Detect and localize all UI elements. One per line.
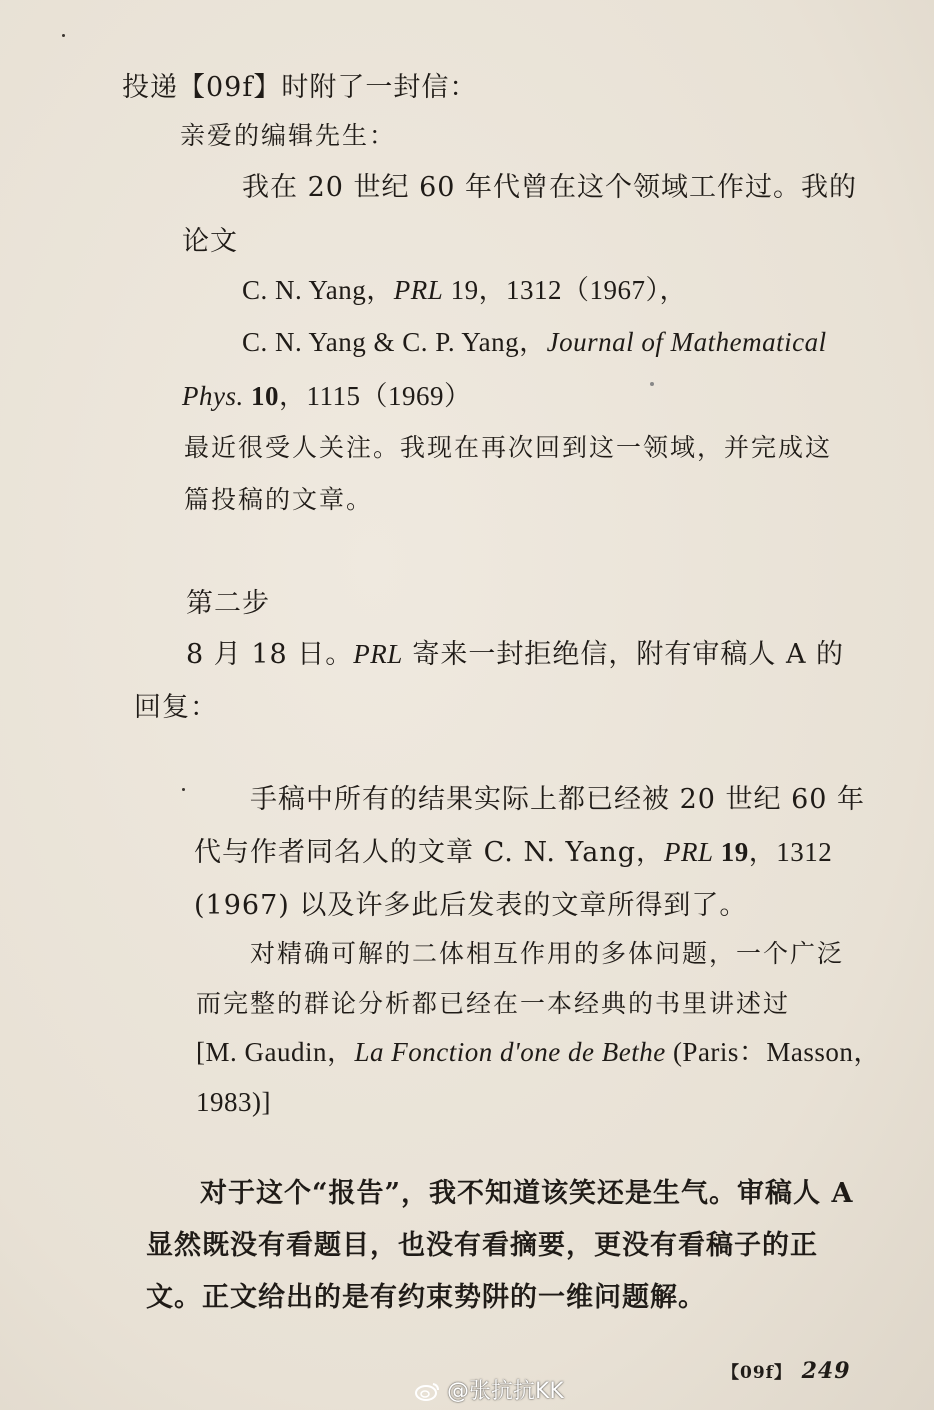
letter-line: 最近很受人关注。我现在再次回到这一领域，并完成这 xyxy=(184,433,833,462)
book-title: La Fonction d'one de Bethe xyxy=(354,1037,666,1067)
review-quote-line: 手稿中所有的结果实际上都已经被 20 世纪 60 年 xyxy=(250,784,866,815)
reference-1 xyxy=(242,272,687,308)
reference-author: C. N. Yang & C. P. Yang， xyxy=(242,327,547,357)
section-heading: 第二步 xyxy=(186,588,270,619)
reference-author: C. N. Yang， xyxy=(242,275,394,305)
reference-2-continued xyxy=(182,378,471,414)
reference-volume: 10 xyxy=(243,381,279,411)
letter-line: 篇投稿的文章。 xyxy=(184,485,374,514)
review-quote-line: (1967) 以及许多此后发表的文章所得到了。 xyxy=(194,890,748,921)
weibo-icon xyxy=(415,1381,441,1401)
body-line: 回复： xyxy=(134,692,218,723)
date-text: 8 月 18 日。 xyxy=(186,639,354,670)
quote-text: 代与作者同名人的文章 C. N. Yang， xyxy=(194,837,665,868)
body-text: 寄来一封拒绝信，附有审稿人 A 的 xyxy=(402,639,845,670)
reference-details: 19，1312（1967）， xyxy=(443,275,688,305)
quote-author: [M. Gaudin， xyxy=(196,1037,355,1067)
letter-salutation: 亲爱的编辑先生： xyxy=(180,121,397,150)
footer-code: 【09f】 xyxy=(722,1363,792,1383)
journal-name: PRL xyxy=(664,837,714,867)
watermark xyxy=(415,1374,564,1405)
reference-journal: Phys. xyxy=(182,381,244,411)
review-quote-line: 而完整的群论分析都已经在一本经典的书里讲述过 xyxy=(196,989,791,1018)
page-number: 249 xyxy=(801,1358,851,1384)
review-quote-line xyxy=(196,1034,881,1070)
reference-journal: PRL xyxy=(393,275,444,305)
review-quote-line xyxy=(194,834,832,871)
reference-2 xyxy=(242,324,827,360)
body-line: 对于这个“报告”，我不知道该笑还是生气。审稿人 A xyxy=(200,1178,854,1209)
letter-line: 我在 20 世纪 60 年代曾在这个领域工作过。我的 xyxy=(242,172,858,203)
page-speck xyxy=(62,34,65,37)
quote-publisher: (Paris：Masson， xyxy=(665,1037,881,1067)
watermark-text: @张抗抗KK xyxy=(447,1379,564,1404)
page-footer xyxy=(722,1352,851,1391)
reference-journal: Journal of Mathematical xyxy=(546,327,827,357)
page-speck xyxy=(182,788,185,791)
journal-volume: 19 xyxy=(713,837,749,867)
intro-line: 投递【09f】时附了一封信： xyxy=(122,72,478,103)
page-speck xyxy=(650,382,654,386)
body-line xyxy=(186,636,844,673)
page-number-ref: ，1312 xyxy=(748,837,833,867)
journal-name: PRL xyxy=(353,639,403,669)
body-line: 显然既没有看题目，也没有看摘要，更没有看稿子的正 xyxy=(146,1230,818,1261)
reference-details: ，1115（1969） xyxy=(278,381,472,411)
review-quote-line: 1983)] xyxy=(196,1087,271,1117)
letter-line: 论文 xyxy=(182,226,238,257)
review-quote-line: 对精确可解的二体相互作用的多体问题，一个广泛 xyxy=(250,939,845,968)
body-line: 文。正文给出的是有约束势阱的一维问题解。 xyxy=(146,1282,706,1313)
